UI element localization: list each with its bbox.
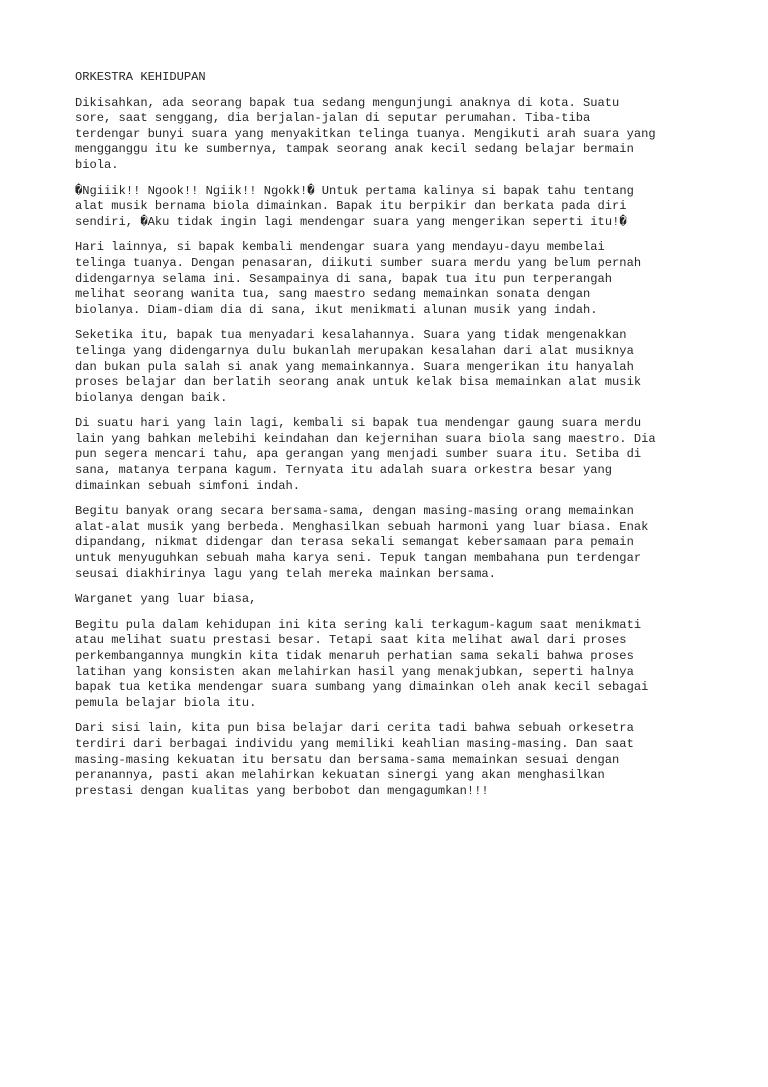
paragraph-line: Warganet yang luar biasa,: [75, 592, 257, 607]
paragraph: [75, 416, 705, 494]
paragraph-line: biolanya dengan baik.: [75, 390, 228, 405]
paragraph-line: Dari sisi lain, kita pun bisa belajar dari cerita tadi bahwa sebuah orkesetra: [75, 721, 634, 736]
paragraph: [75, 240, 705, 318]
paragraph-line: biola.: [75, 157, 119, 172]
paragraph-line: bapak tua ketika mendengar suara sumbang yang dimainkan oleh anak kecil sebagai: [75, 680, 649, 695]
paragraph-line: atau melihat suatu prestasi besar. Tetapi saat kita melihat awal dari proses: [75, 633, 627, 648]
paragraph-line: lain yang bahkan melebihi keindahan dan kejernihan suara biola sang maestro. Dia: [75, 431, 656, 446]
paragraph-line: Begitu pula dalam kehidupan ini kita sering kali terkagum-kagum saat menikmati: [75, 617, 642, 632]
paragraph-line: �Ngiiik!! Ngook!! Ngiik!! Ngokk!� Untuk pertama kalinya si bapak tahu tentang: [75, 183, 634, 198]
paragraph: [75, 721, 705, 799]
paragraph-line: masing-masing kekuatan itu bersatu dan bersama-sama memainkan sesuai dengan: [75, 752, 620, 767]
paragraph-line: latihan yang konsisten akan melahirkan hasil yang menakjubkan, seperti halnya: [75, 664, 634, 679]
paragraph-line: sana, matanya terpana kagum. Ternyata itu adalah suara orkestra besar yang: [75, 463, 613, 478]
paragraph-line: didengarnya selama ini. Sesampainya di sana, bapak tua itu pun terperangah: [75, 271, 613, 286]
paragraph-line: proses belajar dan berlatih seorang anak untuk kelak bisa memainkan alat musik: [75, 375, 642, 390]
paragraph-line: dan bukan pula salah si anak yang memainkannya. Suara mengerikan itu hanyalah: [75, 359, 634, 374]
paragraph-line: dimainkan sebuah simfoni indah.: [75, 478, 300, 493]
paragraph-line: Dikisahkan, ada seorang bapak tua sedang mengunjungi anaknya di kota. Suatu: [75, 95, 620, 110]
paragraph: [75, 504, 705, 582]
paragraph-line: terdiri dari berbagai individu yang memiliki keahlian masing-masing. Dan saat: [75, 736, 634, 751]
paragraph: [75, 184, 705, 231]
paragraph-line: seusai diakhirinya lagu yang telah mereka mainkan bersama.: [75, 566, 496, 581]
paragraph-line: telinga tuanya. Dengan penasaran, diikuti sumber suara merdu yang belum pernah: [75, 255, 642, 270]
paragraph: [75, 592, 705, 608]
paragraph-line: Seketika itu, bapak tua menyadari kesalahannya. Suara yang tidak mengenakkan: [75, 328, 627, 343]
paragraph-line: perkembangannya mungkin kita tidak menaruh perhatian sama sekali bahwa proses: [75, 649, 634, 663]
paragraph: [75, 618, 705, 712]
paragraph-line: melihat seorang wanita tua, sang maestro sedang memainkan sonata dengan: [75, 287, 591, 302]
paragraph-line: pemula belajar biola itu.: [75, 695, 257, 710]
document-body: [75, 70, 705, 809]
paragraph-line: Di suatu hari yang lain lagi, kembali si bapak tua mendengar gaung suara merdu: [75, 416, 642, 431]
paragraph-line: biolanya. Diam-diam dia di sana, ikut menikmati alunan musik yang indah.: [75, 302, 598, 317]
paragraph-line: terdengar bunyi suara yang menyakitkan telinga tuanya. Mengikuti arah suara yang: [75, 126, 656, 141]
paragraph-line: dipandang, nikmat didengar dan terasa sekali semangat kebersamaan para pemain: [75, 535, 634, 550]
paragraph-line: sore, saat senggang, dia berjalan-jalan di seputar perumahan. Tiba-tiba: [75, 111, 591, 126]
document-title: ORKESTRA KEHIDUPAN: [75, 70, 206, 84]
paragraph-line: prestasi dengan kualitas yang berbobot dan mengagumkan!!!: [75, 783, 489, 798]
paragraph-line: mengganggu itu ke sumbernya, tampak seorang anak kecil sedang belajar bermain: [75, 142, 634, 157]
paragraph-line: sendiri, �Aku tidak ingin lagi mendengar suara yang mengerikan seperti itu!�: [75, 214, 627, 229]
paragraph-line: pun segera mencari tahu, apa gerangan yang menjadi sumber suara itu. Setiba di: [75, 447, 642, 462]
paragraph-line: Hari lainnya, si bapak kembali mendengar suara yang mendayu-dayu membelai: [75, 240, 605, 255]
paragraph-line: Begitu banyak orang secara bersama-sama, dengan masing-masing orang memainkan: [75, 504, 634, 519]
paragraph: [75, 96, 705, 174]
paragraph-line: untuk menyuguhkan sebuah maha karya seni. Tepuk tangan membahana pun terdengar: [75, 551, 642, 566]
paragraph-line: alat-alat musik yang berbeda. Menghasilkan sebuah harmoni yang luar biasa. Enak: [75, 519, 649, 534]
paragraph-list: [75, 96, 705, 800]
paragraph: [75, 328, 705, 406]
paragraph-line: alat musik bernama biola dimainkan. Bapak itu berpikir dan berkata pada diri: [75, 199, 627, 214]
paragraph-line: telinga yang didengarnya dulu bukanlah merupakan kesalahan dari alat musiknya: [75, 343, 634, 358]
paragraph-line: peranannya, pasti akan melahirkan kekuatan sinergi yang akan menghasilkan: [75, 768, 605, 783]
